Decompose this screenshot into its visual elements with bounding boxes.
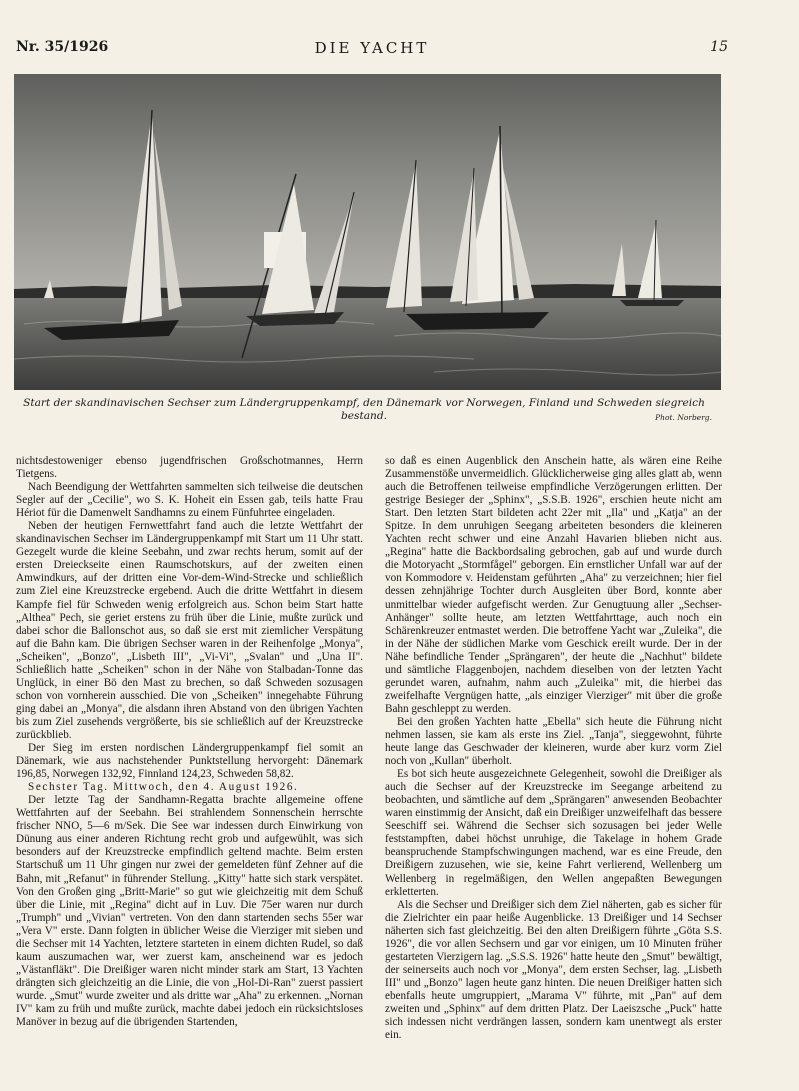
day-heading: Sechster Tag. Mittwoch, den 4. August 1926. xyxy=(28,781,299,794)
paragraph: Der letzte Tag der Sandhamn-Regatta brachte allgemeine offene Wettfahrten auf der Seebahn. Bei strahlendem Sonnenschein herrschte frischer NNO, 5—6 m/Sek. Die See war indessen durch Einwirkung von Dünung aus einer anderen Richtung recht grob und aufgewühlt, was sich besonders auf der Kreuzstrecke empfindlich geltend machte. Beim ersten Startschuß um 11 Uhr gingen nur zwei der gemeldeten fünf Zehner auf die Bahn, mit „Refanut" in führender Stellung. „Kitty" hatte sich stark verspätet. Von den Großen ging „Britt-Marie" so gut wie gleichzeitig mit dem Schuß über die Linie, mit „Regina" dicht auf in Luv. Die 75er waren nur durch „Trumph" und „Vivian" vertreten. Von den dann startenden sechs 55er war „Vera V" erste. Dann folgten in üblicher Weise die Vierziger mit sieben und die Sechser mit 14 Yachten, letztere starteten in einem dichten Rudel, so daß kaum auszumachen war, wer zuerst kam, anscheinend war es jedoch „Västanfläkt". Die Dreißiger waren nicht minder stark am Start, 13 Yachten drängten sich gleichzeitig an die Linie, die von „Hol-Di-Ran" zuerst passiert wurde. „Smut" wurde zweiter und als dritte war „Aha" zu erkennen. „Nornan IV" kam zu früh und mußte zurück, machte dabei jedoch ein rücksichtsloses Manöver in bezug auf die übrigenden Startenden, xyxy=(16,794,363,1029)
paragraph: nichtsdestoweniger ebenso jugendfrischen Großschotmannes, Herrn Tietgens. xyxy=(16,455,363,481)
photo-caption xyxy=(14,397,714,423)
paragraph: Es bot sich heute ausgezeichnete Gelegenheit, sowohl die Dreißiger als auch die Sechser auf der Kreuzstrecke im Seegange arbeitend zu beobachten, und sämtliche auf dem „Sprängaren" anwesenden Beobachter waren einstimmig der Ansicht, daß ein Dreißiger unzweifelhaft das bessere Seeschiff sei. Während die Sechser sich sozusagen bei jeder Welle feststampften, dabei höchst unruhige, die Takelage in hohem Grade beanspruchende Stampfschwingungen machend, war es eine Freude, den Dreißigern zuzusehen, wie sie, keine Fahrt verlierend, Wellenberg um Wellenberg in regelmäßigen, den Wellen angepaßten Bewegungen erkletterten. xyxy=(385,768,722,898)
text-column-left xyxy=(16,455,363,1029)
issue-number: Nr. 35/1926 xyxy=(16,39,109,55)
photo-credit: Phot. Norberg. xyxy=(655,413,712,422)
paragraph: Bei den großen Yachten hatte „Ebella" sich heute die Führung nicht nehmen lassen, sie kam als erste ins Ziel. „Tanja", sieggewohnt, führte heute lange das Geschwader der kleineren, wurde aber kurz vorm Ziel noch von „Kullan" überholt. xyxy=(385,715,722,768)
regatta-photo xyxy=(14,74,721,390)
paragraph: so daß es einen Augenblick den Anschein hatte, als wären eine Reihe Zusammenstöße unvermeidlich. Glücklicherweise ging alles glatt ab, wenn auch die Betroffenen teilweise empfindliche Verzögerungen erlitten. Der gestrige Besieger der „Sphinx", „S.S.B. 1926", erschien heute nicht am Start. Den letzten Start bildeten acht 22er mit „Ila" und „Katja" an der Spitze. In dem unruhigen Seegang arbeiteten besonders die kleineren Yachten recht schwer und eine Anzahl Havarien blieben nicht aus. „Regina" hatte die Backbordsaling gebrochen, gab auf und wurde durch die Motoryacht „Stormfågel" geborgen. Ein ernstlicher Unfall war auf der von Kommodore v. Heidenstam geführten „Aha" zu verzeichnen; hier fiel dessen zehnjährige Tochter durch Ausgleiten über Bord, konnte aber unmittelbar wieder aufgefischt werden. Zur Genugtuung aller „Sechser-Anhänger" sollte heute, am letzten Wettfahrttage, auch noch ein Schärenkreuzer entmastet werden. Die betroffene Yacht war „Zuleika", die in der Nähe der südlichen Marke vom Geschick ereilt wurde. Der in der Nähe befindliche Tender „Sprängaren", der heute die „Nachhut" bildete und sämtliche Flaggenbojen, nachdem dieselben von der letzten Yacht gerundet waren, aufnahm, nahm auch „Zuleika" mit, die hierbei das zweifelhafte Vergnügen hatte, „als einziger Vierziger" mit über die große Bahn geschleppt zu werden. xyxy=(385,455,722,715)
text-column-right xyxy=(385,455,722,1042)
sailboats-illustration xyxy=(14,74,721,390)
paragraph: Neben der heutigen Fernwettfahrt fand auch die letzte Wettfahrt der skandinavischen Sechser im Ländergruppenkampf mit Start um 11 Uhr statt. Gezegelt wurde die kleine Seebahn, und zwar rechts herum, somit auf der ersten Dreieckseite einen Raumschotskurs, auf der zweiten einen Amwindkurs, auf der dritten eine Vor-dem-Wind-Strecke und schließlich zum Ziel eine Kreuzstrecke ergebend. Auch die dritte Wettfahrt in diesem Kampfe fiel für Schweden wenig erfolgreich aus. Schon beim Start hatte „Althea" Pech, sie geriet erstens zu früh über die Linie, mußte zurück und dabei schor die Ballonschot aus, so daß sie erst mit ziemlicher Verspätung auf die Bahn kam. Die übrigen Sechser waren in der Reihenfolge „Monya", „Scheiken", „Bonzo", „Lisbeth III", „Vi-Vi", „Svalan" und „Una II". Schließlich hatte „Scheiken" schon in der Nähe von Stalbadan-Tonne das Unglück, in einer Bö den Mast zu brechen, so daß Schweden sozusagen schon von vornherein ausschied. Die von „Scheiken" innegehabte Führung ging dabei an „Monya", die alsdann ihren Abstand von den übrigen Yachten bis zum Ziel zusehends vergrößerte, bis sie schließlich auf der Kreuzstrecke zurückblieb. xyxy=(16,520,363,741)
magazine-title: DIE YACHT xyxy=(314,39,430,57)
paragraph: Als die Sechser und Dreißiger sich dem Ziel näherten, gab es sicher für die Zielrichter ein paar heiße Augenblicke. 13 Dreißiger und 14 Sechser näherten sich fast gleichzeitig. Bei den alten Dreißigern führte „Göta S.S. 1926", die vor allen Sechsern und gar vor einigen, um 10 Minuten früher gestarteten Vierzigern lag. „S.S.S. 1926" hatte heute den „Smut" bewältigt, der seinerseits auch noch vor „Monya", dem ersten Sechser, lag. „Lisbeth III" und „Bonzo" lagen heute ganz hinten. Die neuen Dreißiger hatten sich ebenfalls heute umgruppiert, „Marama V" führte, mit „Pan" auf dem zweiten und „Sphinx" auf dem dritten Platz. Der Laeiszsche „Puck" hatte sich indessen nicht verdrängen lassen, sondern kam unentwegt als erster ein. xyxy=(385,898,722,1042)
page-number: 15 xyxy=(710,39,728,55)
caption-text: Start der skandinavischen Sechser zum Ländergruppenkampf, den Dänemark vor Norwegen, Finland und Schweden siegreich bestand. xyxy=(23,397,705,422)
running-header xyxy=(16,39,728,59)
paragraph: Nach Beendigung der Wettfahrten sammelten sich teilweise die deutschen Segler auf der „Cecilie", wo S. K. Hoheit ein Essen gab, teils hatte Frau Hériot für die Damenwelt Sandhamns zu einem Fünfuhrtee eingeladen. xyxy=(16,481,363,520)
paragraph: Der Sieg im ersten nordischen Ländergruppenkampf fiel somit an Dänemark, wie aus nachstehender Punktstellung hervorgeht: Dänemark 196,85, Norwegen 132,92, Finnland 124,23, Schweden 58,82. xyxy=(16,742,363,781)
